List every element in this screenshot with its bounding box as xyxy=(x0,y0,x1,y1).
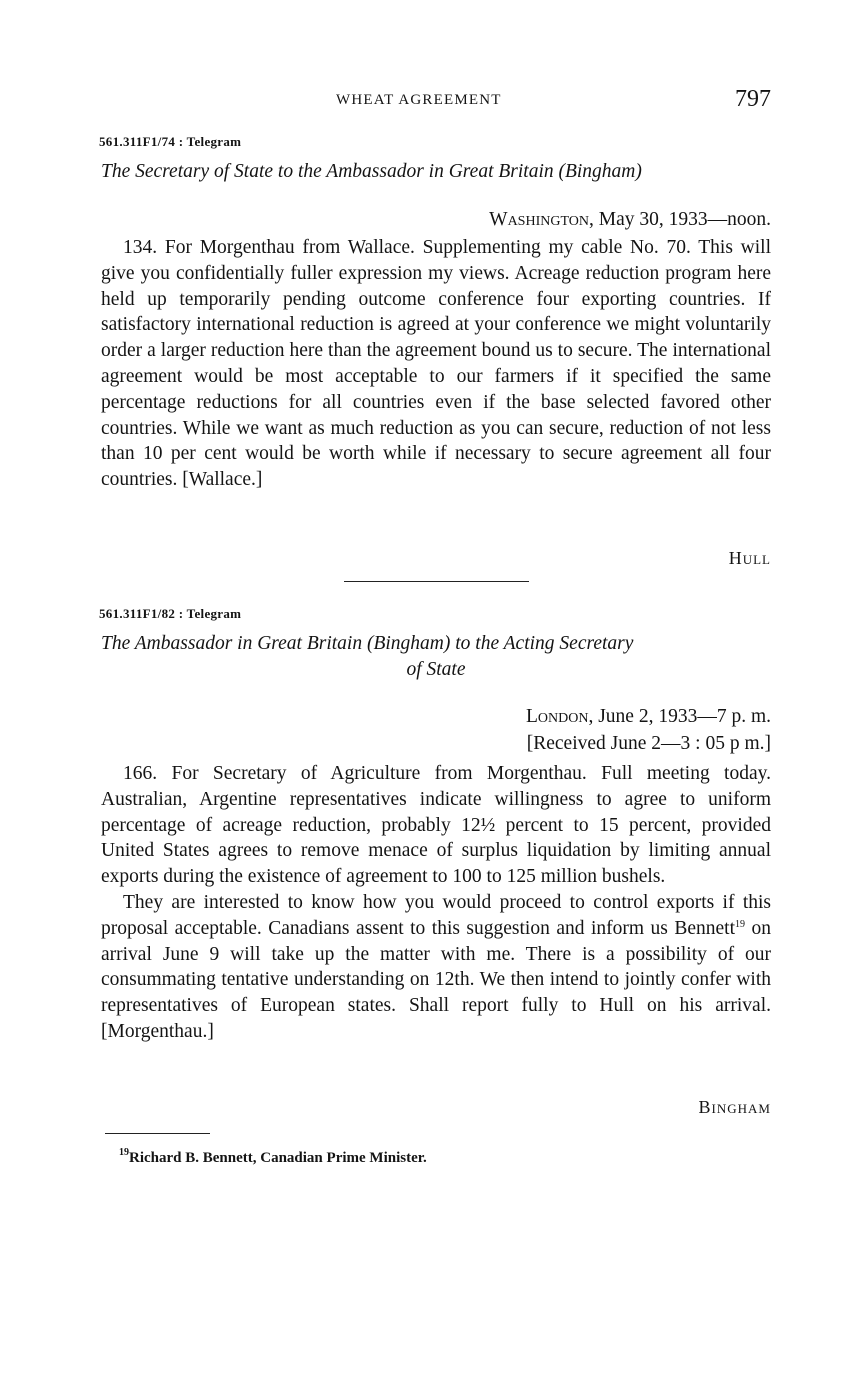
doc1-body xyxy=(101,235,771,493)
footnote-text: Richard B. Bennett, Canadian Prime Minister. xyxy=(129,1150,427,1166)
doc2-paragraph-2 xyxy=(101,890,771,1045)
doc2-received: [Received June 2—3 : 05 p m.] xyxy=(526,733,771,754)
doc1-file-number: 561.311F1/74 : Telegram xyxy=(99,134,242,149)
doc1-signature: Hull xyxy=(728,548,771,568)
doc1-dateline xyxy=(489,207,771,233)
footnote xyxy=(119,1147,427,1167)
running-title: WHEAT AGREEMENT xyxy=(336,92,502,108)
footnote-rule xyxy=(105,1133,210,1134)
doc1-dateline-date: , May 30, 1933—noon. xyxy=(589,209,771,230)
doc2-signature: Bingham xyxy=(698,1097,771,1117)
doc2-title-line2: of State xyxy=(406,659,466,680)
section-divider xyxy=(344,581,529,582)
running-head xyxy=(101,86,771,116)
footnote-reference: 19 xyxy=(735,918,746,930)
doc1-paragraph: 134. For Morgenthau from Wallace. Supplementing my cable No. 70. This will give you confidentially fuller expression my views. Acreage reduction program here held up temporarily pending outcome conference four exporting countries. If satisfactory international reduction is agreed at your conference we might voluntarily order a larger reduction here than the agreement bound us to secure. The international agreement would be most acceptable to our farmers if it specified the same percentage reductions for all countries even if the base selected favored other countries. While we want as much reduction as you can secure, reduction of not less than 10 per cent would be worth while if necessary to secure agreement all four countries. [Wallace.] xyxy=(101,237,771,491)
doc2-file-number: 561.311F1/82 : Telegram xyxy=(99,606,242,621)
doc2-body xyxy=(101,761,771,1045)
doc2-dateline-place: London xyxy=(525,706,589,727)
page-number: 797 xyxy=(735,86,771,112)
doc1-title: The Secretary of State to the Ambassador in Great Britain (Bingham) xyxy=(101,161,642,182)
doc1-dateline-place: Washington xyxy=(489,209,589,230)
doc2-paragraph-2-part-b: on arrival June 9 will take up the matter with me. There is a possibility of our consummating tentative understanding on 12th. We then intend to jointly confer with representatives of European states. Shall report fully to Hull on his arrival. [Morgenthau.] xyxy=(101,917,772,1042)
doc2-dateline-date: , June 2, 1933—7 p. m. xyxy=(588,706,771,727)
footnote-marker: 19 xyxy=(119,1147,129,1158)
doc2-paragraph-1: 166. For Secretary of Agriculture from Morgenthau. Full meeting today. Australian, Argentine representatives indicate willingness to agree to uniform percentage of acreage reduction, probably 12½ percent to 15 percent, provided United States agrees to remove menace of surplus liquidation by limiting annual exports during the existence of agreement to 100 to 125 million bushels. xyxy=(101,763,771,888)
doc2-title-line1: The Ambassador in Great Britain (Bingham) to the Acting Secretary xyxy=(101,633,634,654)
doc2-paragraph-2-part-a: They are interested to know how you would proceed to control exports if this proposal acceptable. Canadians assent to this suggestion and inform us Bennett xyxy=(101,891,771,939)
doc2-dateline xyxy=(526,704,771,730)
